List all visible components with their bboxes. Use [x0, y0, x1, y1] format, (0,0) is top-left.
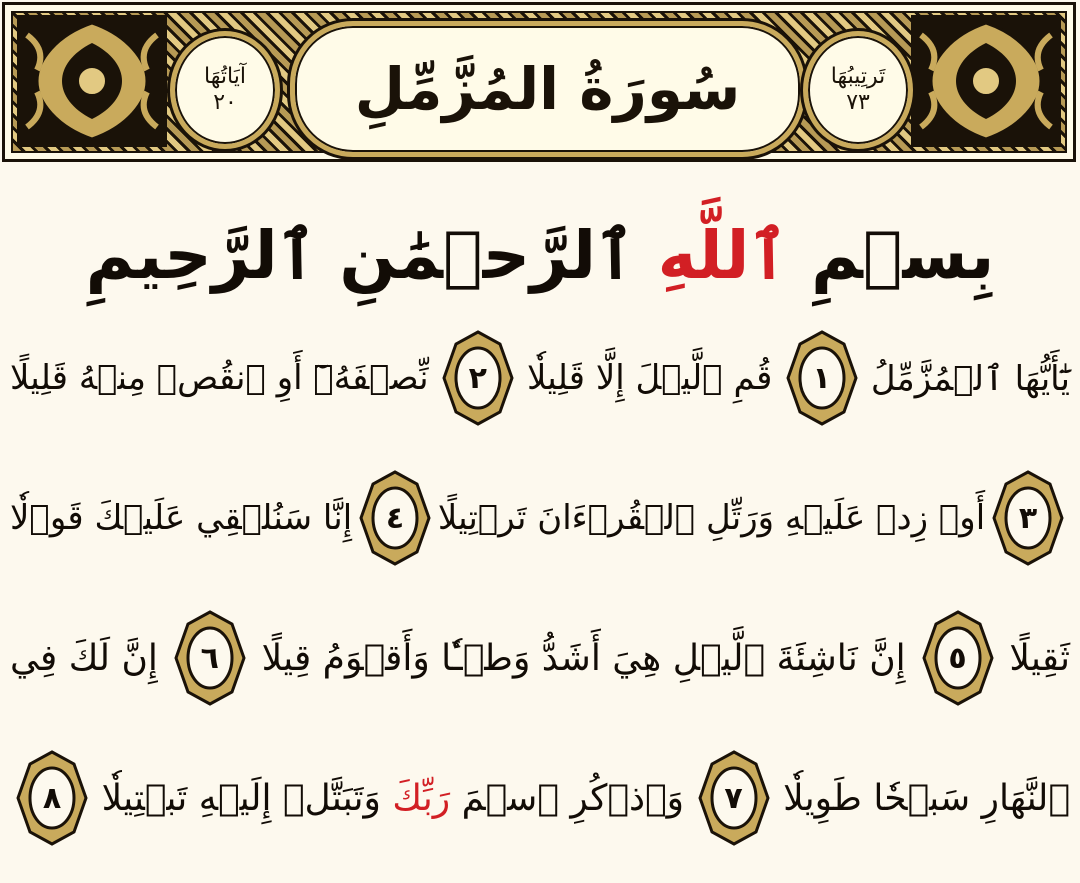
verse-text-part: وَٱذۡكُرِ ٱسۡمَ	[461, 777, 684, 819]
verse-text-highlight: رَبِّكَ	[392, 777, 451, 819]
surah-header-frame	[2, 2, 1076, 162]
ayah-number: ٧	[724, 780, 743, 816]
ayah-number: ١	[812, 360, 831, 396]
surah-order-medallion	[803, 31, 913, 149]
ayah-marker	[922, 610, 994, 706]
ayah-number: ٥	[948, 640, 967, 676]
ayah-marker	[359, 470, 431, 566]
basmala-word-allah: ٱللَّهِ	[657, 216, 789, 294]
ayat-count: ٢٠	[213, 90, 237, 115]
verse-text: ٱلنَّهَارِ سَبۡحٗا طَوِيلٗا	[783, 777, 1070, 819]
ayah-number: ٤	[385, 500, 405, 536]
surah-title-cartouche	[290, 21, 805, 157]
verse-text: إِنَّ لَكَ فِي	[10, 637, 158, 679]
verse-text: قُمِ ٱلَّيۡلَ إِلَّا قَلِيلٗا	[527, 358, 773, 398]
verse-text: إِنَّ نَاشِئَةَ ٱلَّيۡلِ هِيَ أَشَدُّ وَطۡـٔٗا وَأَقۡوَمُ قِيلًا	[261, 637, 906, 679]
ayat-count-medallion	[170, 31, 280, 149]
ayah-marker	[786, 330, 858, 426]
verse-text: ثَقِيلًا	[1009, 637, 1070, 679]
ayat-label: آيَاتُهَا	[204, 64, 246, 89]
arabesque-ornament-left	[17, 15, 167, 147]
verse-text: نِّصۡفَهُۥٓ أَوِ ٱنقُصۡ مِنۡهُ قَلِيلًا	[10, 358, 429, 398]
ayah-number: ٣	[1018, 500, 1038, 536]
ayah-number: ٨	[42, 780, 62, 816]
ayah-number: ٢	[468, 360, 487, 396]
verse-text: يَٰٓأَيُّهَا ٱلۡمُزَّمِّلُ	[870, 358, 1070, 399]
verse-text-part: وَتَبَتَّلۡ إِلَيۡهِ تَبۡتِيلٗا	[101, 777, 381, 819]
surah-title: سُورَةُ المُزَّمِّلِ	[354, 55, 741, 123]
verse-line-1	[10, 318, 1070, 438]
ayah-marker	[698, 750, 770, 846]
ayah-number: ٦	[200, 640, 219, 676]
verse-text: أَوۡ زِدۡ عَلَيۡهِ وَرَتِّلِ ٱلۡقُرۡءَانَ تَرۡتِيلًا	[437, 498, 986, 538]
verse-line-2	[10, 458, 1070, 578]
ayah-marker	[16, 750, 88, 846]
ayah-marker	[442, 330, 514, 426]
basmala	[0, 200, 1080, 310]
verse-line-3	[10, 598, 1070, 718]
ayah-marker	[992, 470, 1064, 566]
order-label: تَرتِيبُهَا	[830, 64, 886, 89]
ayah-marker	[174, 610, 246, 706]
arabesque-ornament-right	[911, 15, 1061, 147]
verse-line-4	[10, 738, 1070, 858]
verse-text: إِنَّا سَنُلۡقِي عَلَيۡكَ قَوۡلٗا	[10, 498, 353, 538]
verse-text	[102, 778, 684, 819]
basmala-word-rahman-rahim: ٱلرَّحۡمَٰنِ ٱلرَّحِيمِ	[85, 216, 635, 294]
basmala-word-bism: بِسۡمِ	[811, 216, 995, 294]
order-number: ٧٣	[846, 90, 870, 115]
